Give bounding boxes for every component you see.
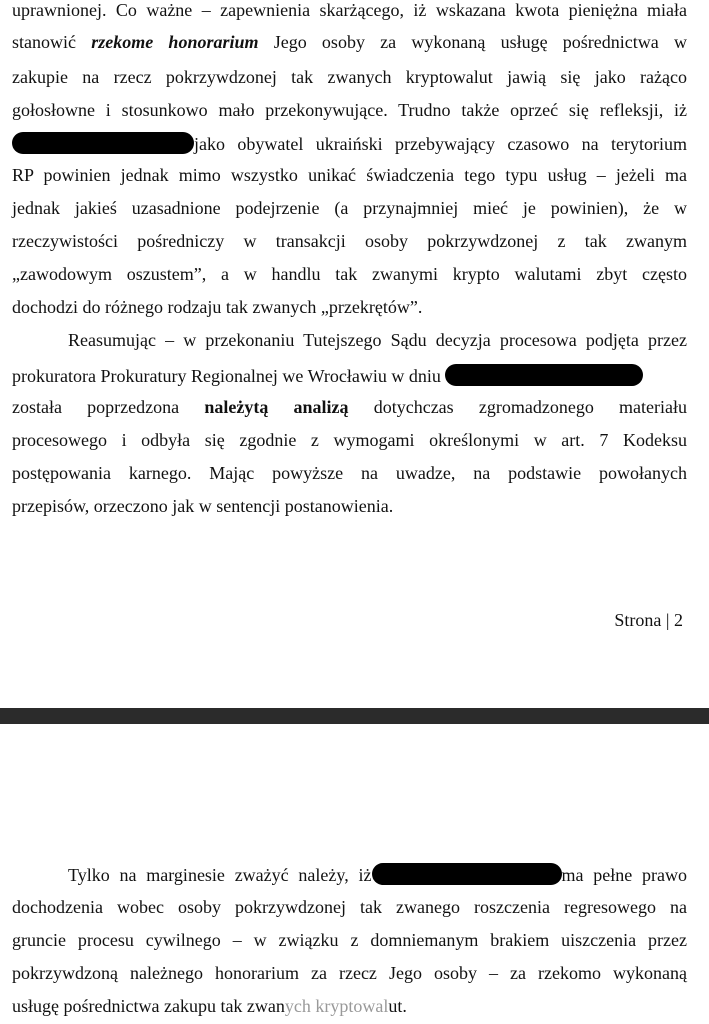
text-segment: Tylko na marginesie zważyć należy, iż	[68, 865, 372, 885]
text-line: pokrzywdzoną należnego honorarium za rzecz Jego osoby – za rzekomo wykonaną	[12, 963, 687, 983]
text-line: procesowego i odbyła się zgodnie z wymogami określonymi w art. 7 Kodeksu	[12, 430, 687, 450]
text-line: RP powinien jednak mimo wszystko unikać świadczenia tego typu usług – jeżeli ma	[12, 165, 687, 185]
text-line	[12, 996, 687, 1016]
text-segment: Jego osoby za wykonaną usługę pośrednictwa w	[258, 32, 687, 52]
text-line: gruncie procesu cywilnego – w związku z domniemanym brakiem uiszczenia przez	[12, 930, 687, 950]
text-line: zakupie na rzecz pokrzywdzonej tak zwanych kryptowalut jawią się jako rażąco	[12, 67, 687, 87]
emphasis-text: rzekome honorarium	[91, 32, 259, 52]
text-segment: została poprzedzona	[12, 397, 205, 417]
text-segment: ut.	[388, 996, 407, 1016]
document-page-2	[0, 724, 709, 1024]
text-segment: ma pełne prawo	[561, 865, 688, 885]
text-segment: dotychczas zgromadzonego materiału	[348, 397, 687, 417]
text-line: jednak jakieś uzasadnione podejrzenie (a przynajmniej mieć je powinien), że w	[12, 198, 687, 218]
text-line: przepisów, orzeczono jak w sentencji postanowienia.	[12, 496, 394, 516]
text-line	[68, 863, 687, 885]
text-line: gołosłowne i stosunkowo mało przekonywujące. Trudno także oprzeć się refleksji, iż	[12, 100, 687, 120]
redaction-mark	[12, 132, 194, 154]
text-segment: usługę pośrednictwa zakupu tak zwan	[12, 996, 285, 1016]
text-line: dochodzenia wobec osoby pokrzywdzonej tak zwanego roszczenia regresowego na	[12, 897, 687, 917]
text-segment: jako obywatel ukraiński przebywający czasowo na terytorium	[194, 134, 687, 154]
page-number: Strona | 2	[614, 610, 683, 630]
text-segment: prokuratora Prokuratury Regionalnej we Wrocławiu w dniu	[12, 366, 441, 386]
text-line: rzeczywistości pośredniczy w transakcji osoby pokrzywdzonej z tak zwanym	[12, 231, 687, 251]
text-line	[12, 364, 687, 386]
text-line	[12, 132, 687, 154]
faded-text-segment: ych kryptowal	[284, 996, 389, 1016]
text-line	[12, 32, 687, 52]
bold-text: należytą analizą	[204, 397, 349, 417]
redaction-mark	[445, 364, 643, 386]
text-segment: stanowić	[12, 32, 92, 52]
text-line	[12, 397, 687, 417]
text-line: Reasumując – w przekonaniu Tutejszego Sądu decyzja procesowa podjęta przez	[68, 330, 687, 350]
text-line: uprawnionej. Co ważne – zapewnienia skarżącego, iż wskazana kwota pieniężna miała	[12, 0, 687, 20]
text-line: dochodzi do różnego rodzaju tak zwanych „przekrętów”.	[12, 297, 423, 317]
page-separator	[0, 708, 709, 724]
text-line: postępowania karnego. Mając powyższe na uwadze, na podstawie powołanych	[12, 463, 687, 483]
redaction-mark	[372, 863, 562, 885]
text-line: „zawodowym oszustem”, a w handlu tak zwanymi krypto walutami zbyt często	[12, 264, 687, 284]
